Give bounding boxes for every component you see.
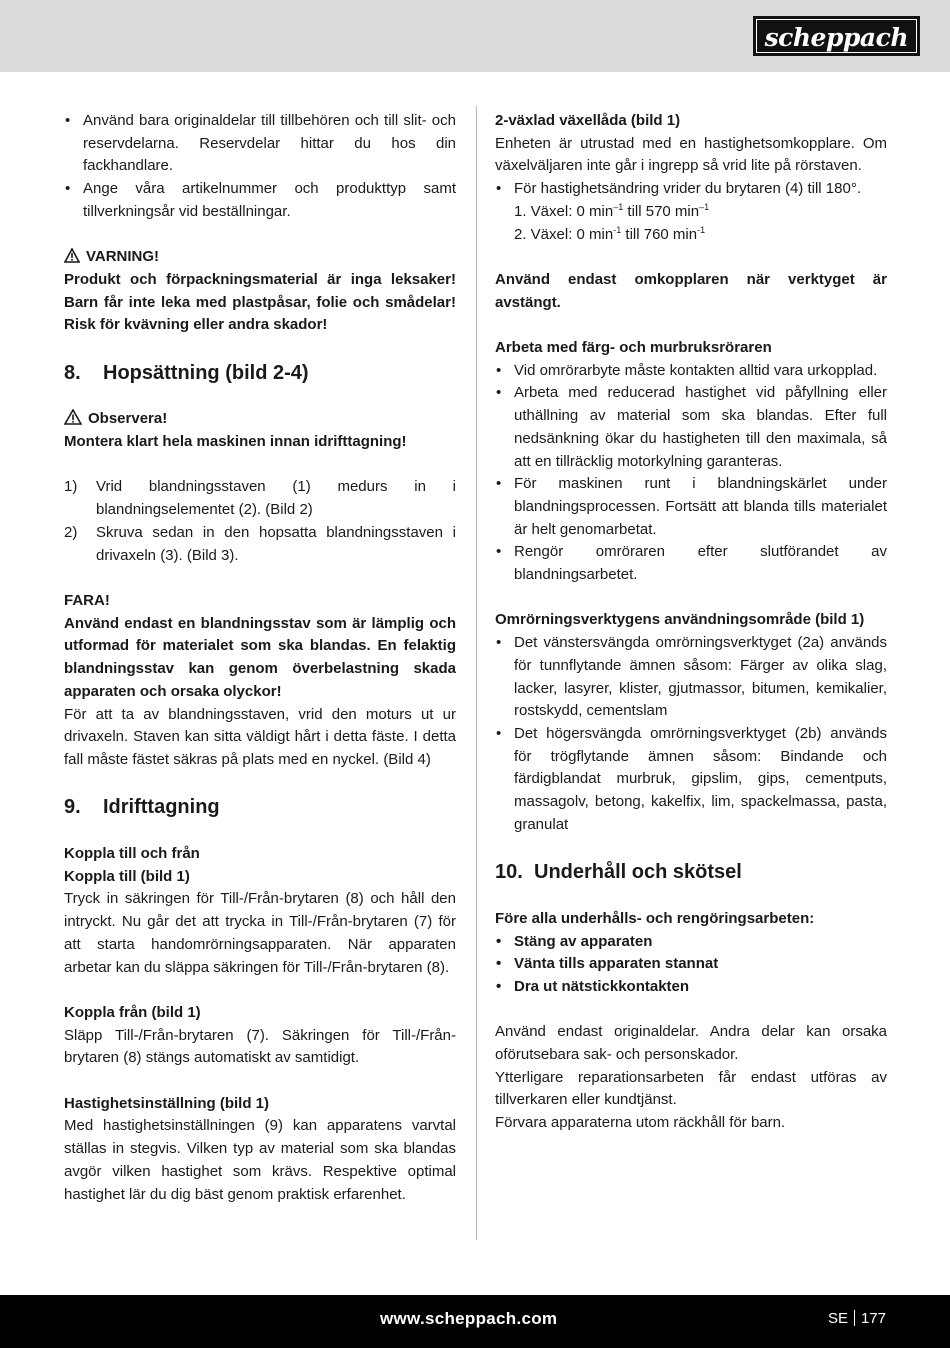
warning-heading xyxy=(64,246,456,269)
section-9-heading xyxy=(64,794,456,820)
list-item: • Vänta tills apparaten stannat xyxy=(495,953,887,976)
list-item: • För hastighetsändring vrider du brytaren (4) till 180°. xyxy=(495,178,887,201)
maintenance-bullet-list xyxy=(495,931,887,999)
subheading: Före alla underhålls- och rengöringsarbeten: xyxy=(495,909,815,927)
gear-bullet-list xyxy=(495,178,887,201)
list-item: • För maskinen runt i blandningskärlet under blandningsprocessen. Fortsätt att blanda tills materialet är helt genomarbetat. xyxy=(495,473,887,541)
section-title: Hopsättning (bild 2-4) xyxy=(103,361,309,384)
switch-note: Använd endast omkopplaren när verktyget är avstängt. xyxy=(495,270,887,311)
warning-title: VARNING! xyxy=(86,248,160,266)
list-item: • Rengör omröraren efter slutförandet av blandningsarbetet. xyxy=(495,541,887,586)
section-10-heading xyxy=(495,859,887,885)
warning-triangle-icon xyxy=(64,409,82,425)
assembly-steps xyxy=(64,476,456,567)
warning-triangle-icon xyxy=(64,248,80,263)
maintenance-text: Ytterligare reparationsarbeten får endast utföras av tillverkaren eller kundtjänst. xyxy=(495,1068,887,1109)
maintenance-text: Använd endast originaldelar. Andra delar kan orsaka oförutsebara sak- och personskador. xyxy=(495,1023,887,1064)
gear-1-line: 1. Växel: 0 $\min^{-1}$ till 570 $\min^{-1}$ xyxy=(514,201,710,220)
switch-off-text: Släpp Till-/Från-brytaren (7). Säkringen för Till-/Från-brytaren (8) stängs automatiskt av samtidigt. xyxy=(64,1026,456,1067)
website-url: www.scheppach.com xyxy=(380,1309,558,1328)
list-item: • Använd bara originaldelar till tillbehören och till slit- och reservdelarna. Reservdelar hittar du hos din fackhandlare. xyxy=(64,110,456,178)
list-item: • Vid omrörarbyte måste kontakten alltid vara urkopplad. xyxy=(495,360,887,383)
gear-2-line: 2. Växel: 0 $\min^{-1}$ till 760 $\min^{-1}$ xyxy=(514,224,706,243)
page-footer xyxy=(0,1295,950,1348)
left-column xyxy=(64,110,456,1206)
page-header xyxy=(0,0,950,72)
subheading: Koppla till (bild 1) xyxy=(64,867,190,885)
page-number: 177 xyxy=(860,1310,886,1327)
danger-title: FARA! xyxy=(64,591,110,609)
list-item: 1) Vrid blandningsstaven (1) medurs in i blandningselementet (2). (Bild 2) xyxy=(64,478,456,519)
switch-on-text: Tryck in säkringen för Till-/Från-brytaren (8) och håll den intryckt. Nu går det att trycka in Till-/Från-brytaren (7) för att starta handomrörningsapparaten. När apparaten arbetar kan du släppa säkringen för Till-/Från-brytaren (8). xyxy=(64,890,456,976)
column-divider xyxy=(476,106,477,1240)
page-indicator xyxy=(828,1310,886,1327)
subheading: Omrörningsverktygens användningsområde (bild 1) xyxy=(495,611,865,629)
gear-text: Enheten är utrustad med en hastighetsomkopplare. Om växelväljaren inte går i ingrepp så vrid lite på rörstaven. xyxy=(495,134,887,175)
usage-bullet-list xyxy=(495,632,887,836)
list-item: • Ange våra artikelnummer och produkttyp samt tillverkningsår vid beställningar. xyxy=(64,178,456,223)
speed-text: Med hastighetsinställningen (9) kan apparatens varvtal ställas in stegvis. Vilken typ av material som ska blandas avgör vilken hastighet som krävs. Respektive optimal hastighet lär du dig bäst genom praktisk erfarenhet. xyxy=(64,1117,456,1203)
list-item: • Det vänstersvängda omrörningsverktyget (2a) används för tunnflytande ämnen såsom: Färger av olika slag, lacker, lasyrer, klister, gjutmassor, bitumen, kemikalier, rostskydd, cementslam xyxy=(495,632,887,723)
danger-text: Använd endast en blandningsstav som är lämplig och utformad för materialet som ska blandas. En felaktig blandningsstav kan genom överbelastning skada apparaten och orsaka olyckor! xyxy=(64,614,456,700)
subheading: Hastighetsinställning (bild 1) xyxy=(64,1094,270,1112)
language-code: SE xyxy=(827,1310,848,1327)
subheading: Arbeta med färg- och murbruksröraren xyxy=(495,339,772,356)
notice-text: Montera klart hela maskinen innan idrifttagning! xyxy=(64,433,407,451)
maintenance-text: Förvara apparaterna utom räckhåll för barn. xyxy=(495,1114,786,1132)
list-item: • Dra ut nätstickkontakten xyxy=(495,976,887,999)
right-column xyxy=(495,110,887,1135)
danger-follow-text: För att ta av blandningsstaven, vrid den moturs ut ur drivaxeln. Staven kan sitta väldigt hårt i detta fäste. I detta fall måste fästet säkras på plats med en nyckel. (Bild 4) xyxy=(64,705,456,768)
section-number: 10. xyxy=(495,861,523,884)
section-number: 8. xyxy=(64,361,81,384)
list-item: • Stäng av apparaten xyxy=(495,931,887,954)
subheading: Koppla från (bild 1) xyxy=(64,1003,201,1021)
warning-text: Produkt och förpackningsmaterial är inga leksaker! Barn får inte leka med plastpåsar, folie och smådelar! Risk för kvävning eller andra skador! xyxy=(64,270,456,334)
list-item: • Det högersvängda omrörningsverktyget (2b) används för trögflytande ämnen såsom: Bindande och färdigblandat murbruk, gipslim, gips, cementputs, massagolv, betong, kakelfix, lim, spackelmassa, pasta, granulat xyxy=(495,723,887,837)
list-item: 2) Skruva sedan in den hopsatta blandningsstaven i drivaxeln (3). (Bild 3). xyxy=(64,523,456,564)
mortar-bullet-list xyxy=(495,360,887,587)
section-title: Idrifttagning xyxy=(103,796,220,819)
notice-heading xyxy=(64,408,456,431)
list-item: • Arbeta med reducerad hastighet vid påfyllning eller uthällning av material som ska blandas. Efter full nedsänkning ökar du hastigheten till den maximala, så att en tillräcklig motorkylning garanteras. xyxy=(495,382,887,473)
scheppach-logo: scheppach xyxy=(753,16,920,56)
section-title: Underhåll och skötsel xyxy=(534,861,742,884)
parts-bullet-list xyxy=(64,110,456,224)
section-8-heading xyxy=(64,360,456,386)
notice-title: Observera! xyxy=(88,410,168,428)
subheading: 2-växlad växellåda (bild 1) xyxy=(495,112,681,129)
subheading: Koppla till och från xyxy=(64,844,200,862)
section-number: 9. xyxy=(64,796,81,819)
